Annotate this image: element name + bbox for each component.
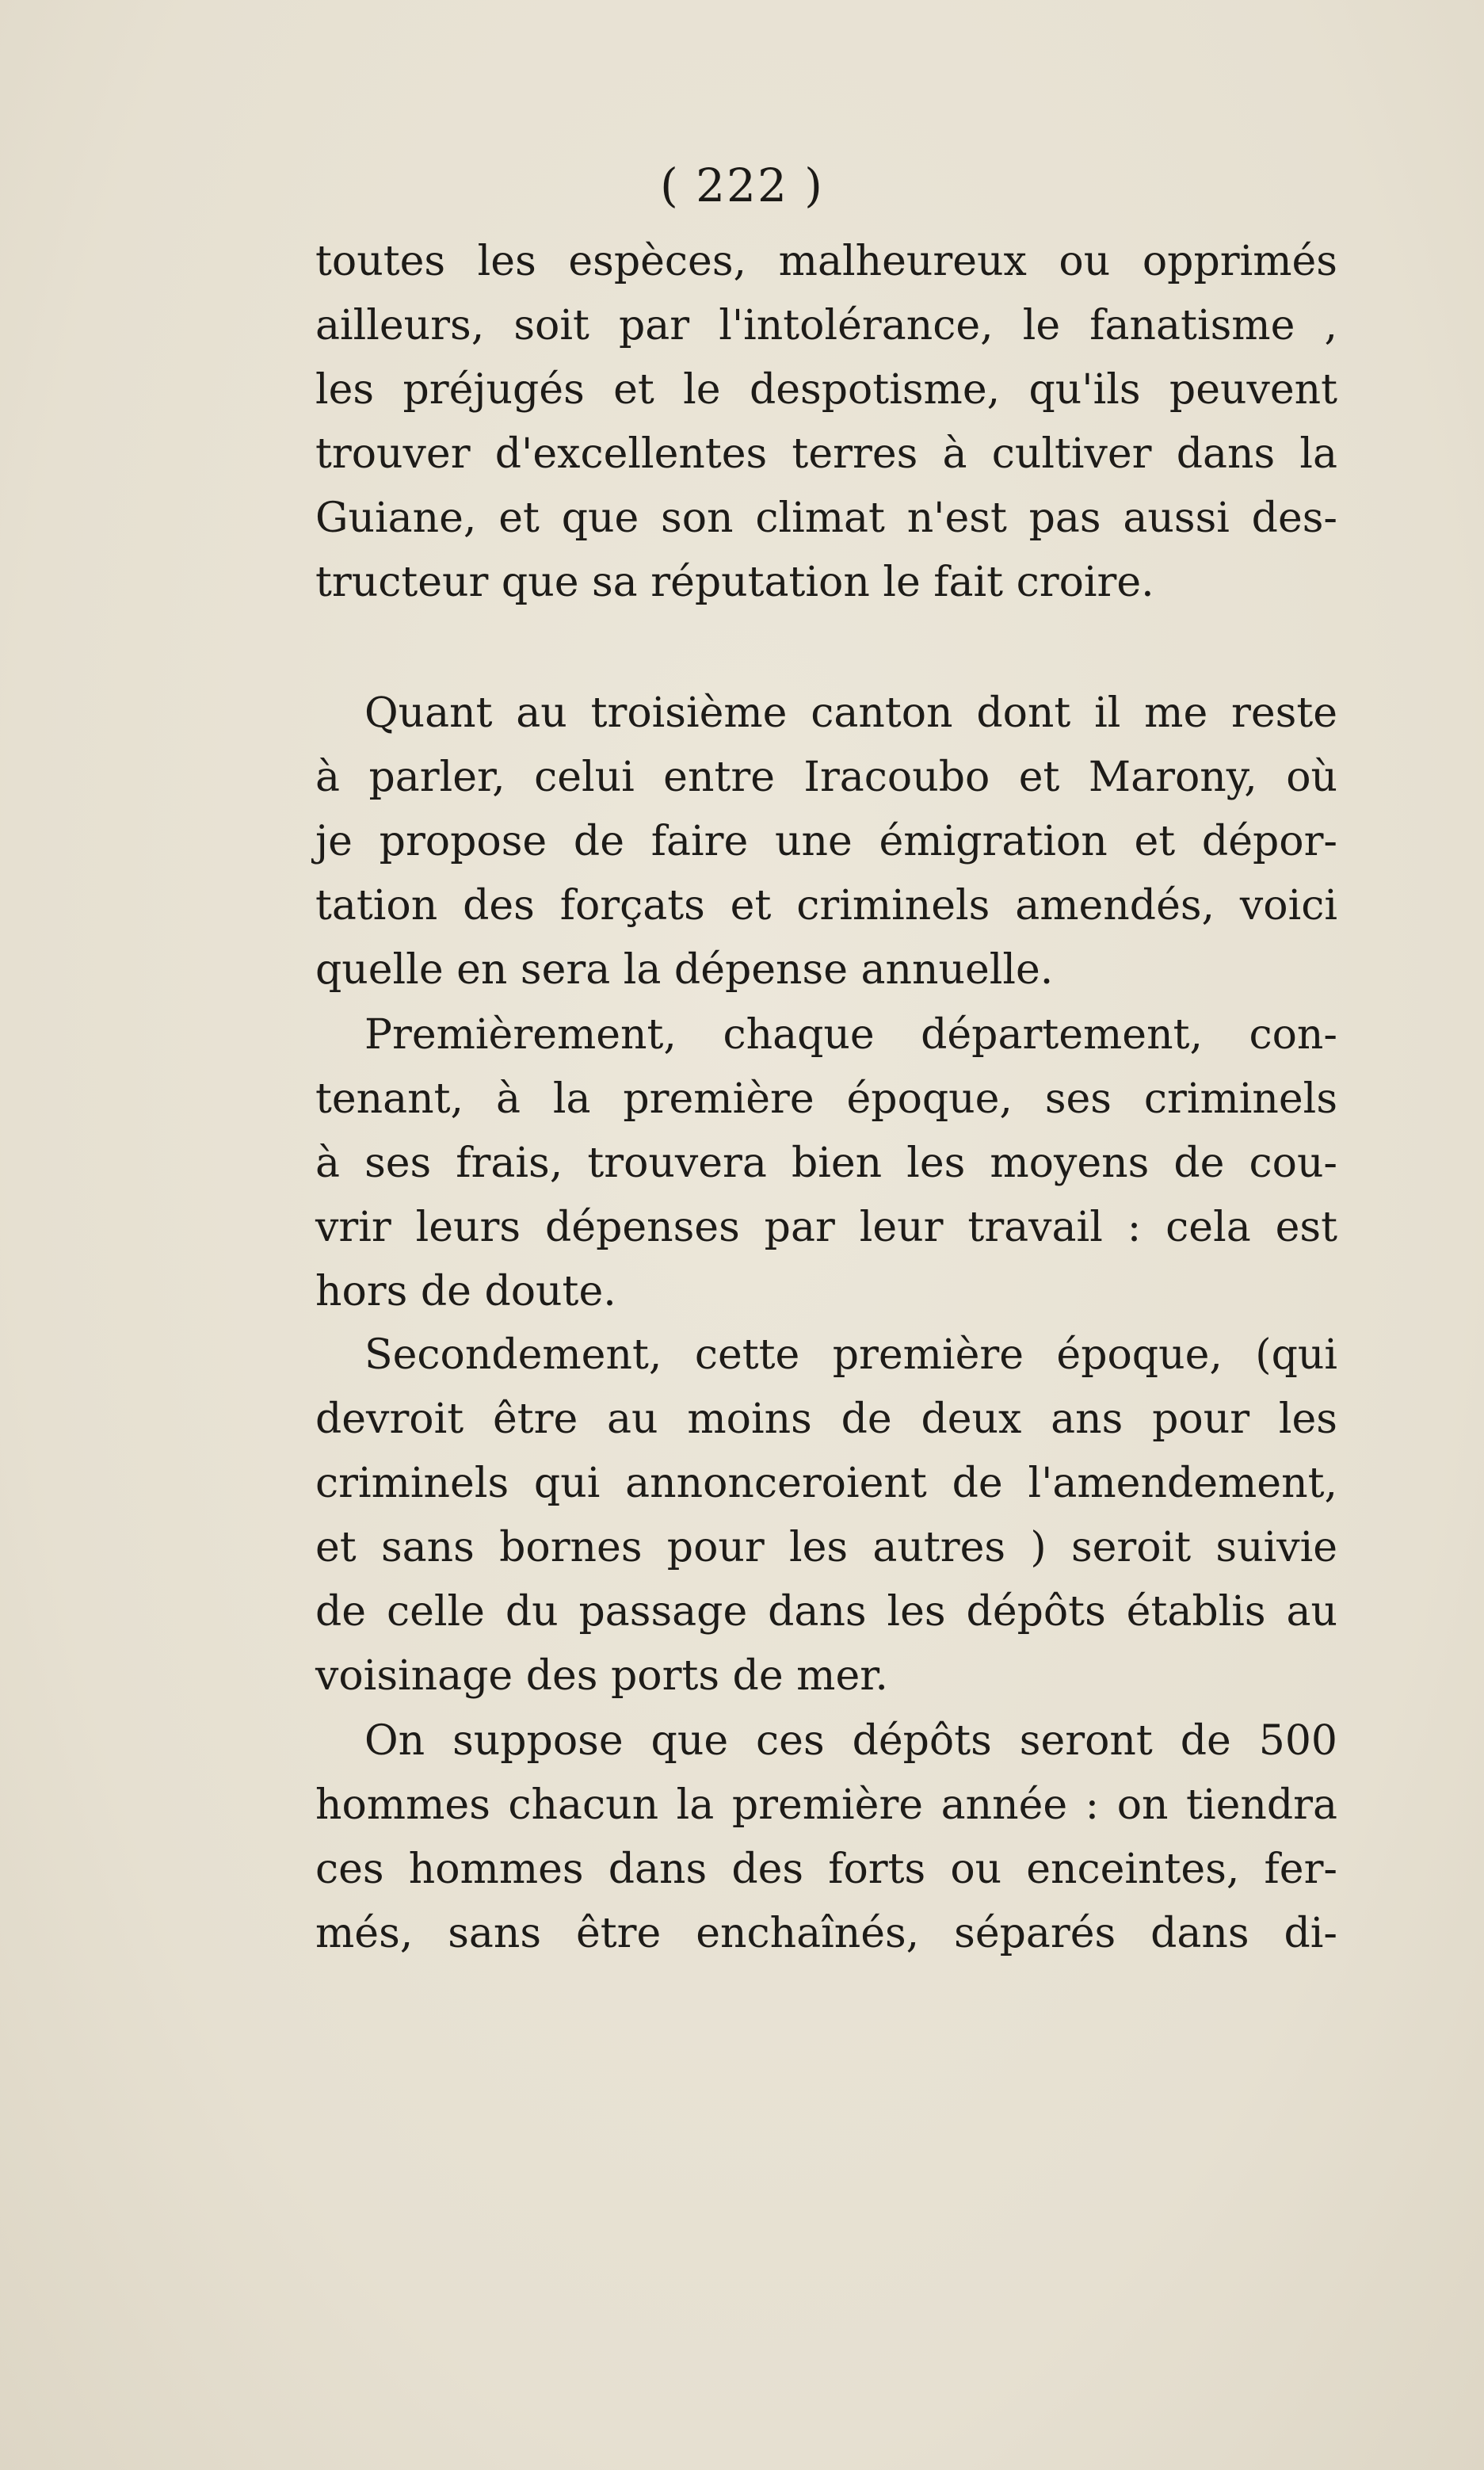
text-line: quelle en sera la dépense annuelle. [315, 946, 1054, 994]
text-line: ces hommes dans des forts ou enceintes, fer- [315, 1846, 1337, 1893]
text-line: vrir leurs dépenses par leur travail : cela est [315, 1204, 1337, 1251]
text-line: voisinage des ports de mer. [315, 1652, 888, 1700]
paragraph-3 [315, 1003, 1337, 1324]
text-line: Secondement, cette première époque, (qui [364, 1331, 1337, 1379]
text-line: à ses frais, trouvera bien les moyens de cou- [315, 1140, 1337, 1187]
text-line: Guiane, et que son climat n'est pas aussi des- [315, 494, 1337, 542]
text-line: Premièrement, chaque département, con- [364, 1011, 1337, 1059]
text-line: tructeur que sa réputation le fait croire. [315, 559, 1154, 606]
text-line: et sans bornes pour les autres ) seroit suivie [315, 1524, 1337, 1571]
text-line: tenant, à la première époque, ses criminels [315, 1075, 1337, 1123]
text-line: ailleurs, soit par l'intolérance, le fanatisme , [315, 302, 1337, 349]
text-line: criminels qui annonceroient de l'amendement, [315, 1460, 1337, 1507]
text-line: de celle du passage dans les dépôts établis au [315, 1588, 1337, 1636]
text-line: devroit être au moins de deux ans pour les [315, 1395, 1337, 1443]
text-line: tation des forçats et criminels amendés, voici [315, 882, 1337, 930]
text-line: à parler, celui entre Iracoubo et Marony, où [315, 754, 1337, 801]
paragraph-2 [315, 681, 1337, 1002]
text-line: toutes les espèces, malheureux ou opprimés [315, 238, 1337, 285]
paragraph-4 [315, 1323, 1337, 1708]
text-line: hommes chacun la première année : on tiendra [315, 1781, 1337, 1829]
text-line: hors de doute. [315, 1268, 616, 1315]
text-line: més, sans être enchaînés, séparés dans di- [315, 1910, 1337, 1957]
text-line: On suppose que ces dépôts seront de 500 [364, 1717, 1337, 1765]
text-line: je propose de faire une émigration et dépor- [315, 818, 1337, 865]
page-number: ( 222 ) [660, 158, 824, 212]
text-line: les préjugés et le despotisme, qu'ils peuvent [315, 366, 1337, 414]
paragraph-1 [315, 230, 1337, 615]
text-line: trouver d'excellentes terres à cultiver dans la [315, 430, 1337, 478]
paragraph-5 [315, 1709, 1337, 1966]
text-line: Quant au troisième canton dont il me reste [364, 689, 1337, 737]
